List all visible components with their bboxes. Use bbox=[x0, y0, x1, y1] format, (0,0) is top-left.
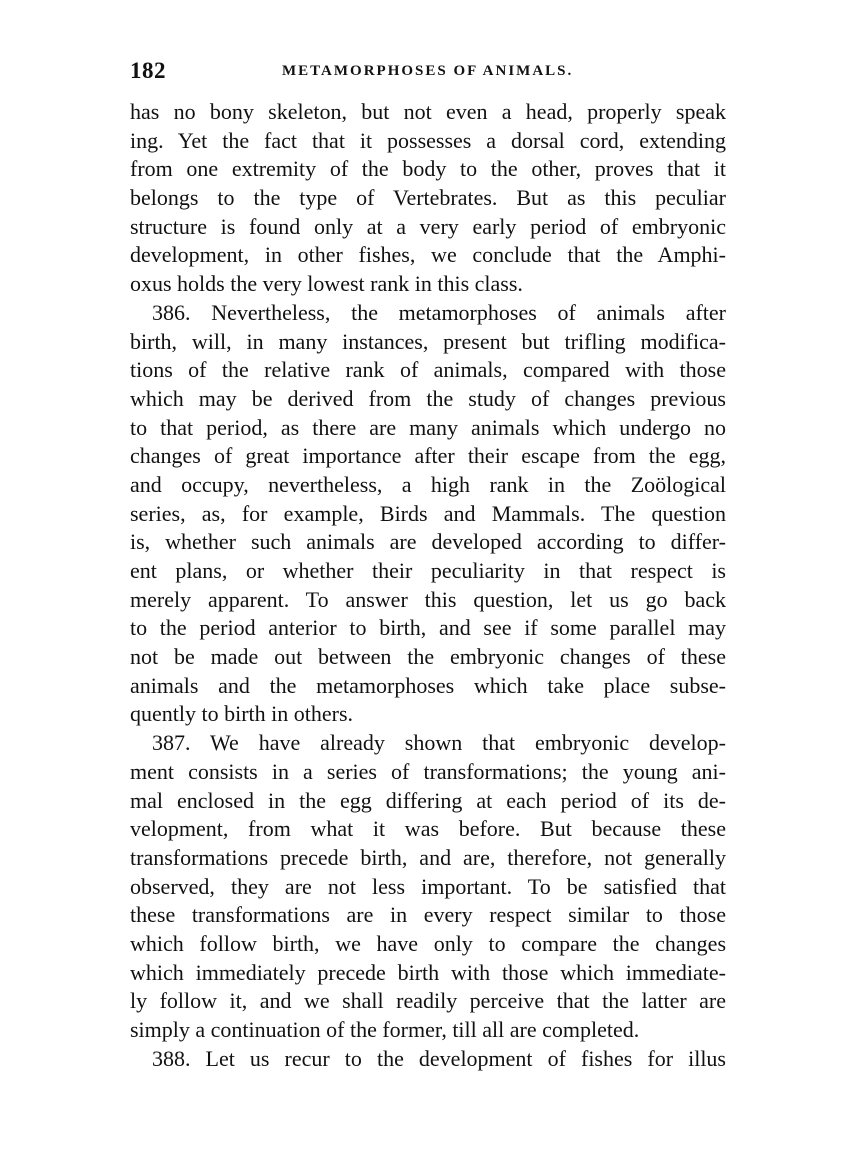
text-line: ent plans, or whether their peculiarity in that respect is bbox=[130, 558, 726, 583]
text-line: simply a continuation of the former, till all are completed. bbox=[130, 1017, 640, 1042]
text-line: tions of the relative rank of animals, compared with those bbox=[130, 357, 726, 383]
text-line: animals and the metamorphoses which take place subse- bbox=[130, 672, 726, 698]
text-line: not be made out between the embryonic changes of these bbox=[130, 644, 726, 670]
text-line: ly follow it, and we shall readily perceive that the latter are bbox=[130, 988, 726, 1014]
text-line: observed, they are not less important. To be satisfied that bbox=[130, 873, 726, 899]
text-line: and occupy, nevertheless, a high rank in the Zoölogical bbox=[130, 471, 726, 497]
text-line: belongs to the type of Vertebrates. But as this peculiar bbox=[130, 185, 726, 211]
body-text bbox=[130, 98, 726, 1073]
text-line: velopment, from what it was before. But because these bbox=[130, 816, 726, 842]
text-line: 386. Nevertheless, the metamorphoses of animals after bbox=[152, 299, 726, 325]
text-line: structure is found only at a very early period of embryonic bbox=[130, 213, 726, 239]
text-line: to that period, as there are many animals which undergo no bbox=[130, 414, 726, 440]
text-line: merely apparent. To answer this question, let us go back bbox=[130, 586, 726, 612]
text-line: is, whether such animals are developed according to differ- bbox=[130, 529, 726, 555]
text-line: which follow birth, we have only to compare the changes bbox=[130, 930, 726, 956]
text-line: 387. We have already shown that embryonic develop- bbox=[152, 730, 726, 756]
text-line: from one extremity of the body to the other, proves that it bbox=[130, 156, 726, 182]
text-line: quently to birth in others. bbox=[130, 701, 354, 727]
page-number: 182 bbox=[130, 58, 166, 83]
text-line: series, as, for example, Birds and Mammals. The question bbox=[130, 500, 726, 526]
text-line: which immediately precede birth with those which immediate- bbox=[130, 959, 726, 985]
text-line: 388. Let us recur to the development of fishes for illus bbox=[152, 1045, 726, 1071]
text-line: transformations precede birth, and are, therefore, not generally bbox=[130, 844, 726, 870]
text-line: which may be derived from the study of changes previous bbox=[130, 385, 726, 411]
text-line: mal enclosed in the egg differing at each period of its de- bbox=[130, 787, 726, 813]
text-line: has no bony skeleton, but not even a head, properly speak bbox=[130, 99, 726, 124]
text-line: oxus holds the very lowest rank in this class. bbox=[130, 271, 523, 297]
text-line: to the period anterior to birth, and see if some parallel may bbox=[130, 615, 726, 641]
text-line: ing. Yet the fact that it possesses a dorsal cord, extending bbox=[130, 127, 726, 153]
text-line: these transformations are in every respect similar to those bbox=[130, 902, 726, 928]
page-header bbox=[130, 58, 726, 88]
running-head: METAMORPHOSES OF ANIMALS. bbox=[282, 63, 574, 79]
text-line: ment consists in a series of transformations; the young ani- bbox=[130, 758, 726, 784]
text-line: changes of great importance after their escape from the egg, bbox=[130, 443, 726, 469]
text-line: development, in other fishes, we conclude that the Amphi- bbox=[130, 242, 726, 268]
text-line: birth, will, in many instances, present but trifling modifica- bbox=[130, 328, 726, 354]
